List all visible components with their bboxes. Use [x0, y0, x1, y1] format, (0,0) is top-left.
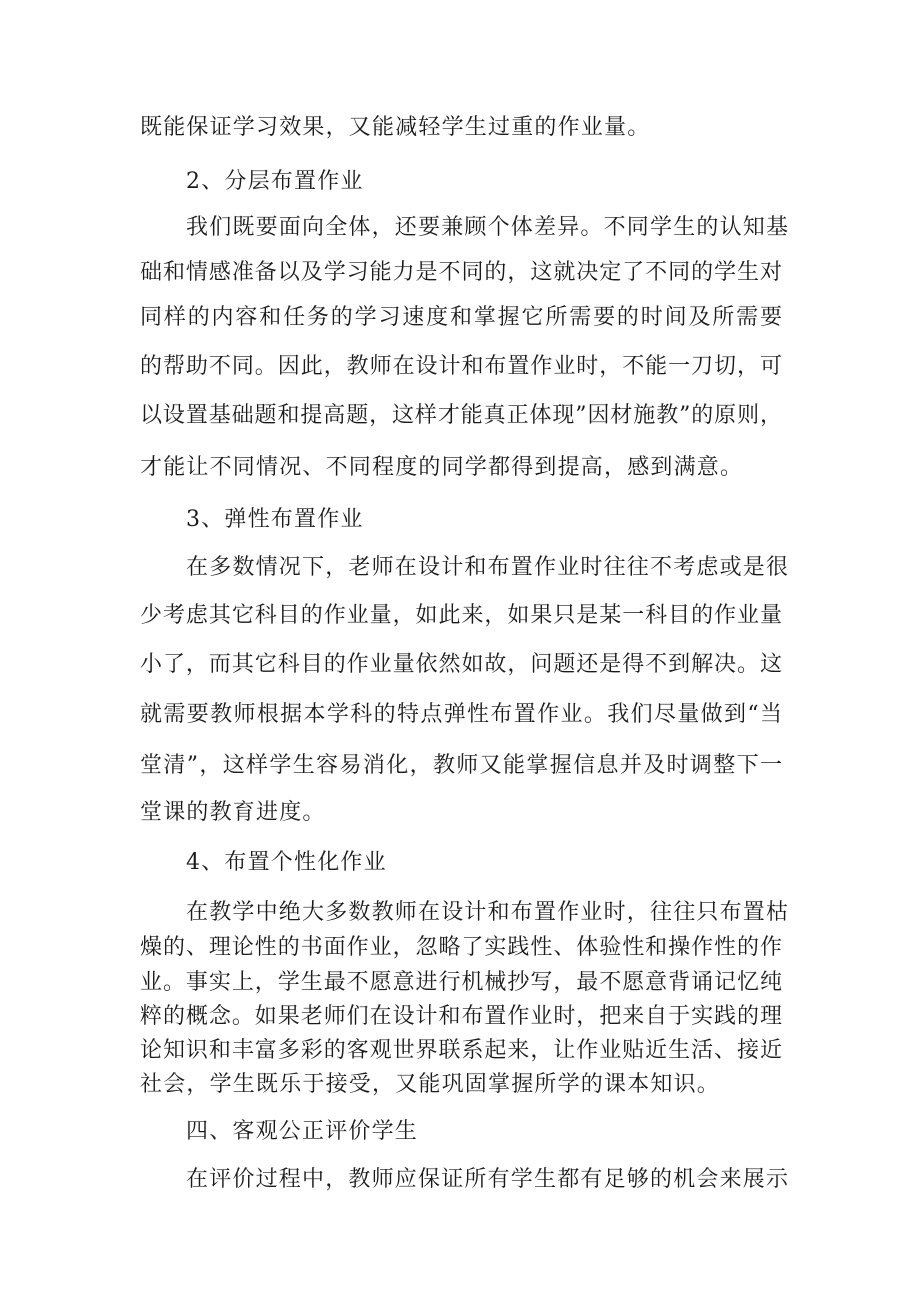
paragraph-line: 就需要教师根据本学科的特点弹性布置作业。我们尽量做到“当	[140, 702, 782, 727]
paragraph-line: 堂清”，这样学生容易消化，教师又能掌握信息并及时调整下一	[140, 753, 782, 778]
paragraph-line: 才能让不同情况、不同程度的同学都得到提高，感到满意。	[140, 455, 744, 480]
paragraph-line: 论知识和丰富多彩的客观世界联系起来，让作业贴近生活、接近	[140, 1038, 782, 1063]
paragraph-line: 既能保证学习效果，又能减轻学生过重的作业量。	[140, 115, 651, 140]
paragraph-line: 燥的、理论性的书面作业，忽略了实践性、体验性和操作性的作	[140, 935, 782, 960]
paragraph-line: 在教学中绝大多数教师在设计和布置作业时，往往只布置枯	[186, 900, 790, 925]
paragraph-line: 我们既要面向全体，还要兼顾个体差异。不同学生的认知基	[186, 215, 790, 240]
paragraph-line: 堂课的教育进度。	[140, 800, 326, 825]
paragraph-line: 少考虑其它科目的作业量，如此来，如果只是某一科目的作业量	[140, 603, 782, 628]
paragraph-line: 社会，学生既乐于接受，又能巩固掌握所学的课本知识。	[140, 1072, 721, 1097]
paragraph-line: 小了，而其它科目的作业量依然如故，问题还是得不到解决。这	[140, 652, 782, 677]
section-heading: 3、弹性布置作业	[186, 507, 364, 532]
section-heading: 4、布置个性化作业	[186, 850, 387, 875]
paragraph-line: 粹的概念。如果老师们在设计和布置作业时，把来自于实践的理	[140, 1004, 782, 1029]
paragraph-line: 的帮助不同。因此，教师在设计和布置作业时，不能一刀切，可	[140, 354, 782, 379]
section-heading: 四、客观公正评价学生	[186, 1119, 419, 1144]
paragraph-line: 以设置基础题和提高题，这样才能真正体现”因材施教”的原则，	[140, 403, 782, 428]
paragraph-line: 在多数情况下，老师在设计和布置作业时往往不考虑或是很	[186, 555, 790, 580]
paragraph-line: 础和情感准备以及学习能力是不同的，这就决定了不同的学生对	[140, 260, 782, 285]
section-heading: 2、分层布置作业	[186, 169, 364, 194]
paragraph-line: 业。事实上，学生最不愿意进行机械抄写，最不愿意背诵记忆纯	[140, 970, 782, 995]
paragraph-line: 同样的内容和任务的学习速度和掌握它所需要的时间及所需要	[140, 305, 782, 330]
paragraph-line: 在评价过程中，教师应保证所有学生都有足够的机会来展示	[186, 1167, 790, 1192]
